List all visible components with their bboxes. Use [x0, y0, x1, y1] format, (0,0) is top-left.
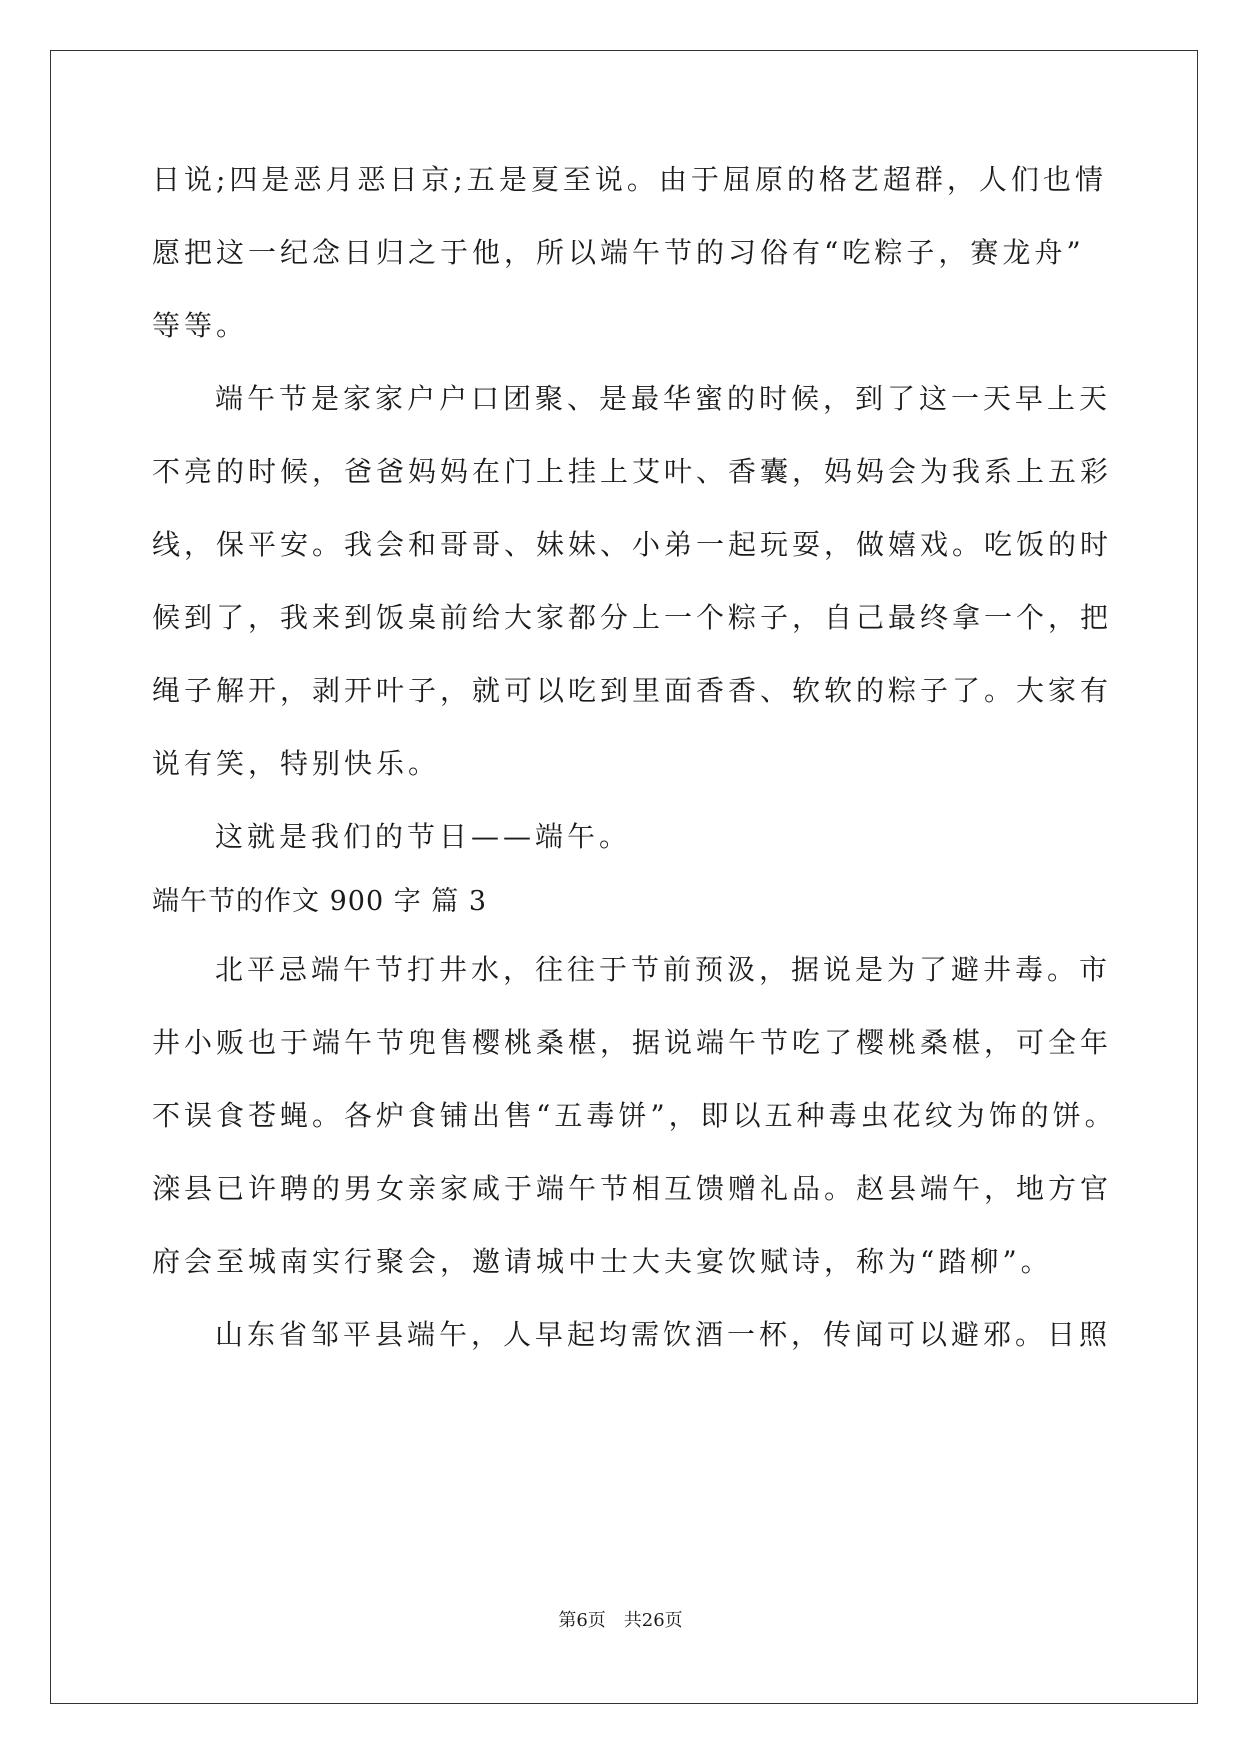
total-prefix: 共 [623, 1610, 642, 1631]
paragraph-line: 山东省邹平县端午，人早起均需饮酒一杯，传闻可以避邪。日照 [215, 1318, 1112, 1351]
page-footer [0, 1606, 1241, 1632]
page-number: 6 [576, 1610, 588, 1631]
paragraph-line: 线，保平安。我会和哥哥、妹妹、小弟一起玩耍，做嬉戏。吃饭的时 [152, 528, 1113, 561]
paragraph-line: 府会至城南实行聚会，邀请城中士大夫宴饮赋诗，称为“踏柳”。 [152, 1245, 1053, 1278]
page-prefix: 第 [558, 1610, 577, 1631]
paragraph-line: 井小贩也于端午节兜售樱桃桑椹，据说端午节吃了樱桃桑椹，可全年 [152, 1026, 1113, 1059]
paragraph-line: 北平忌端午节打井水，往往于节前预汲，据说是为了避井毒。市 [215, 953, 1112, 986]
paragraph-line: 候到了，我来到饭桌前给大家都分上一个粽子，自己最终拿一个，把 [152, 601, 1113, 634]
paragraph-line: 这就是我们的节日——端午。 [215, 820, 632, 853]
paragraph-line: 端午节是家家户户口团聚、是最华蜜的时候，到了这一天早上天 [215, 382, 1112, 415]
page-border [50, 50, 1198, 1704]
paragraph-line: 愿把这一纪念日归之于他，所以端午节的习俗有“吃粽子，赛龙舟” [152, 236, 1085, 269]
paragraph-line: 说有笑，特别快乐。 [152, 747, 441, 780]
page-suffix: 页 [587, 1610, 606, 1631]
paragraph-line: 滦县已许聘的男女亲家咸于端午节相互馈赠礼品。赵县端午，地方官 [152, 1172, 1113, 1205]
total-suffix: 页 [664, 1610, 683, 1631]
section-heading: 端午节的作文 900 字 篇 3 [152, 886, 488, 917]
paragraph-line: 绳子解开，剥开叶子，就可以吃到里面香香、软软的粽子了。大家有 [152, 674, 1113, 707]
paragraph-line: 不误食苍蝇。各炉食铺出售“五毒饼”，即以五种毒虫花纹为饰的饼。 [152, 1099, 1117, 1132]
total-pages: 26 [641, 1610, 665, 1631]
paragraph-line: 日说;四是恶月恶日京;五是夏至说。由于屈原的格艺超群，人们也情 [152, 163, 1107, 196]
paragraph-line: 不亮的时候，爸爸妈妈在门上挂上艾叶、香囊，妈妈会为我系上五彩 [152, 455, 1113, 488]
paragraph-line: 等等。 [152, 309, 249, 342]
